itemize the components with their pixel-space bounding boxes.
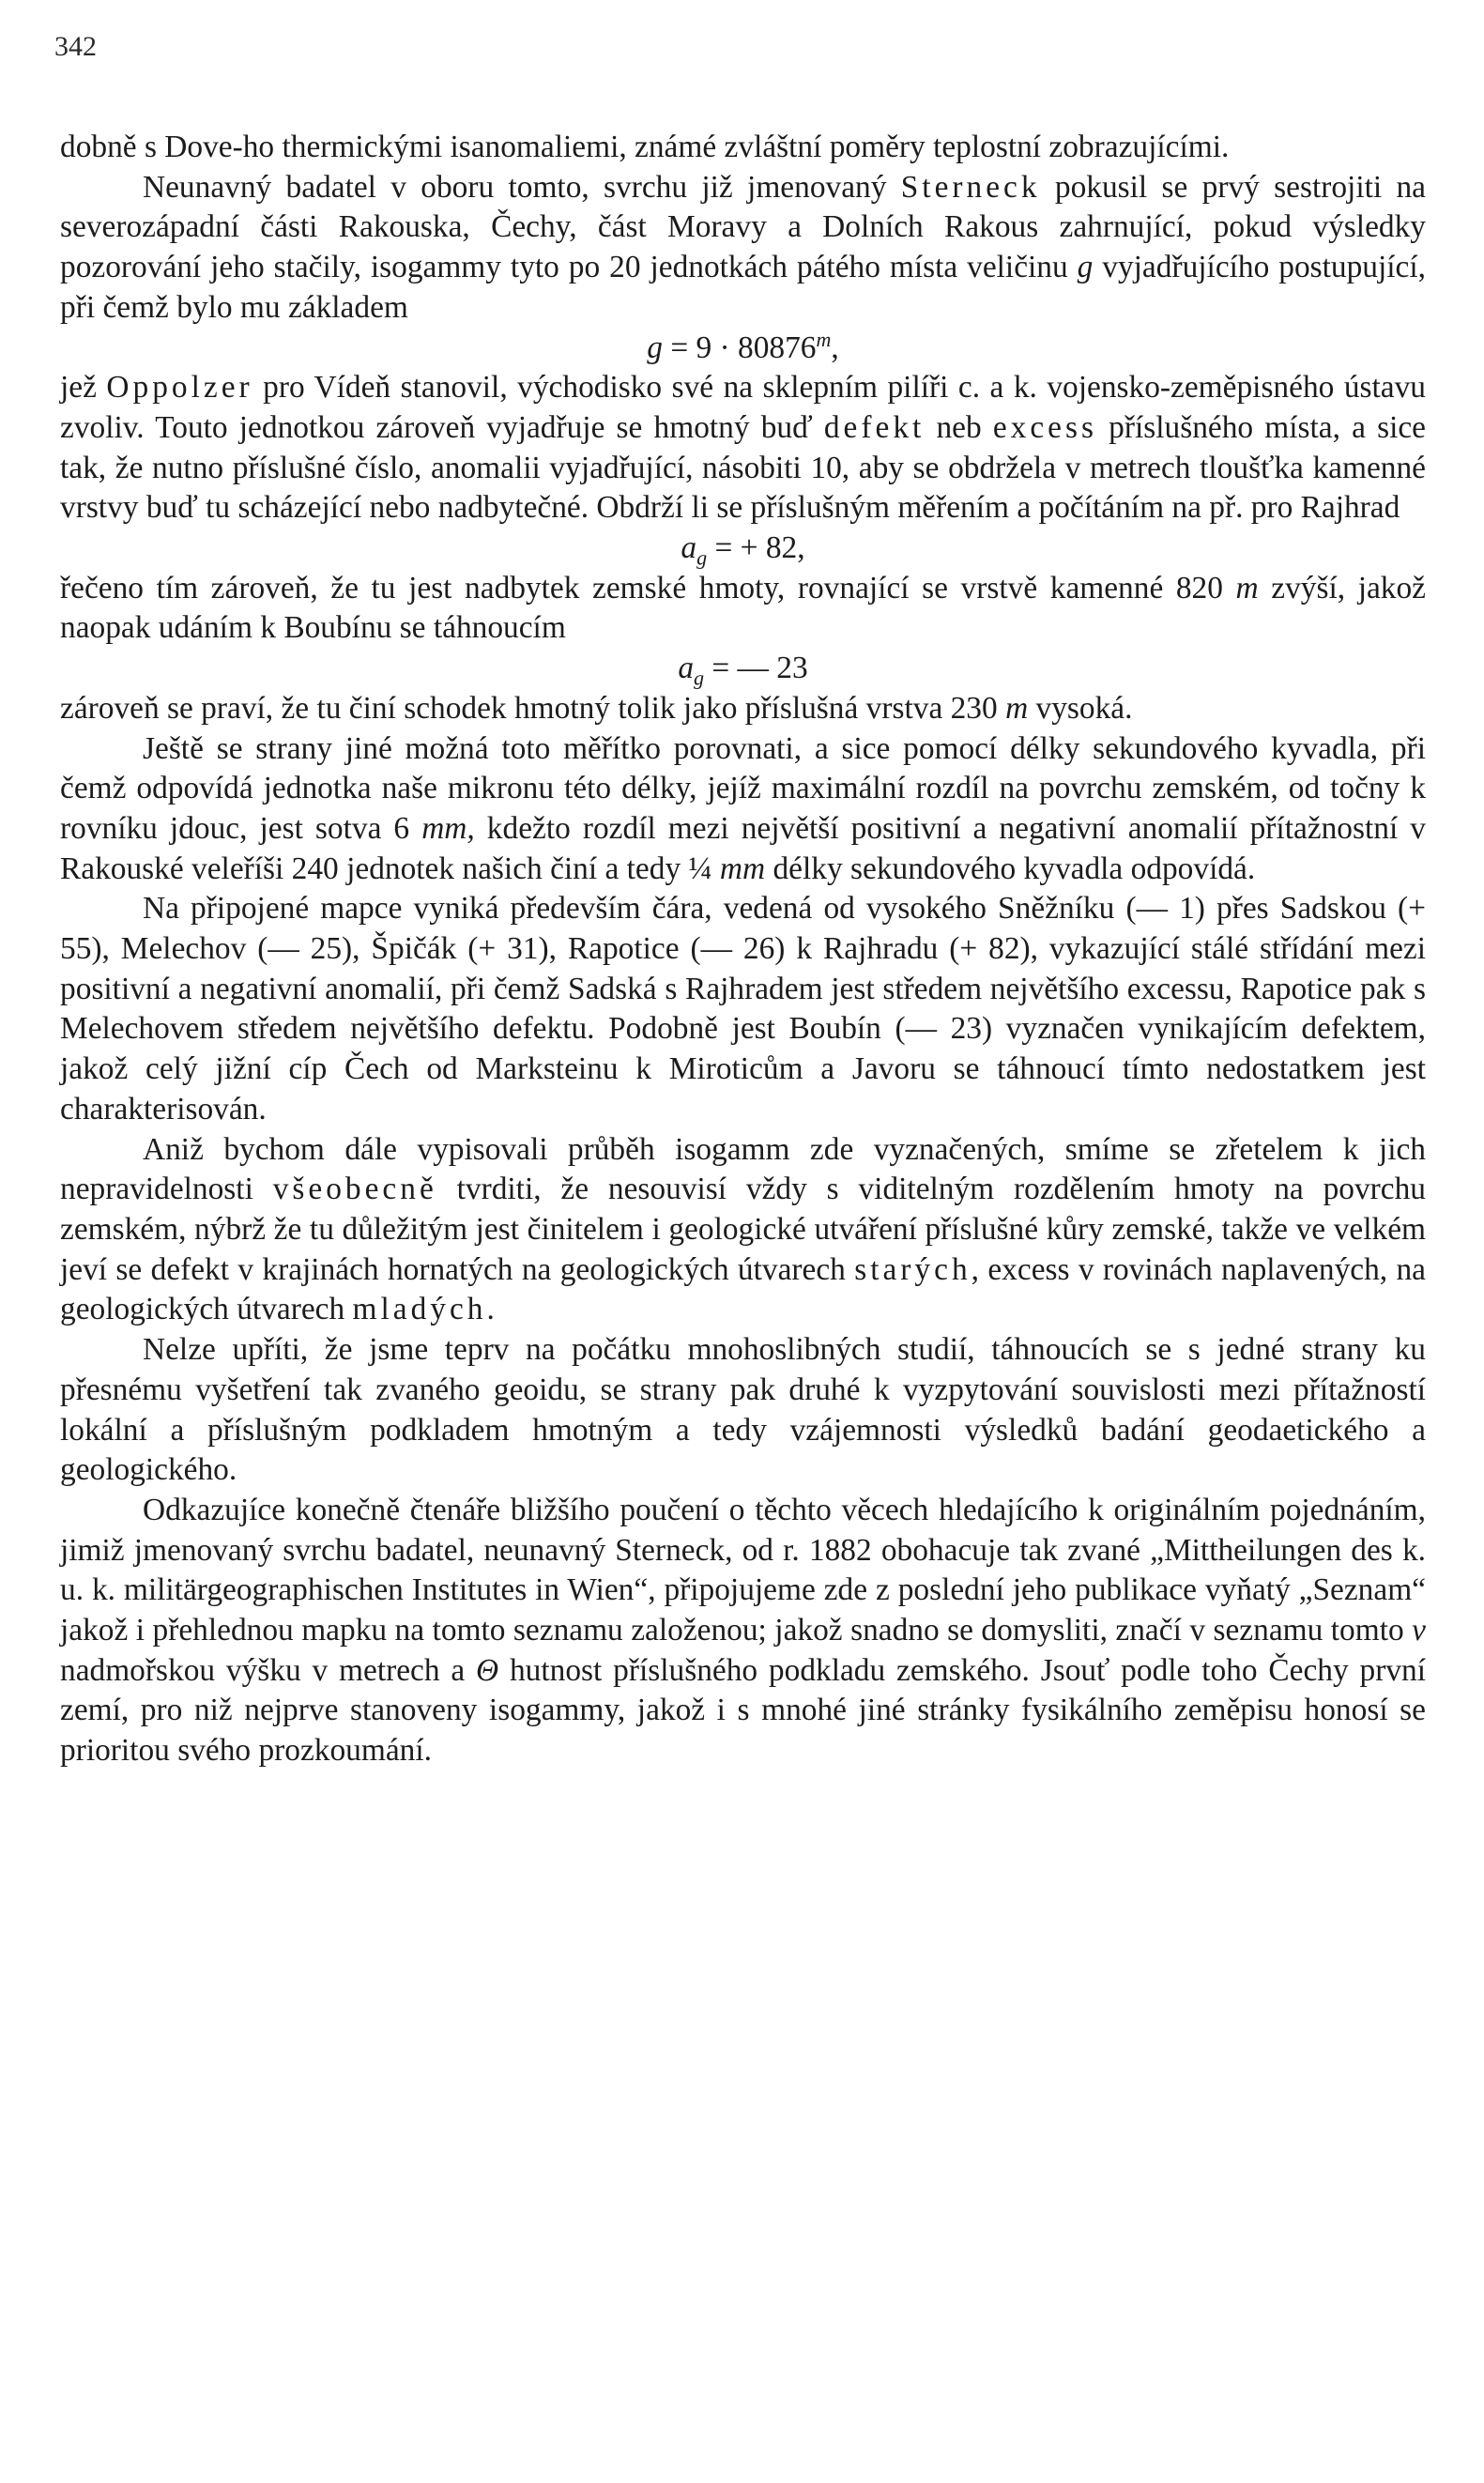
paragraph-schodek [60,689,1426,729]
name-sterneck: Sterneck [900,169,1041,205]
paragraph-sterneck [60,168,1426,329]
paragraph-oppolzer [60,368,1426,529]
text-run: kdežto rozdíl mezi největší positivní a negativní anomalií přítažnostní v Rakouské veleříši 240 jednotek našich činí a tedy ¼ [60,810,1426,886]
text-run: Neunavný badatel v oboru tomto, svrchu již jmenovaný [143,169,901,205]
text-run: pokusil se prvý sestrojiti na severozápadní části Rakouska, Čechy, část Moravy a Dolních Rakous zahrnující, pokud výsledky pozorování jeho stačily, isogammy tyto po 20 jednotkách pátého místa veličinu [60,169,1426,285]
text-run: jež [60,370,107,406]
term-vseobecne: všeobecně [272,1172,437,1207]
symbol-v: v [1412,1613,1426,1648]
text-run: délky sekundového kyvadla odpovídá. [765,851,1256,886]
text-run: Ještě se strany jiné možná toto měřítko porovnati, a sice pomocí délky sekundového kyvadla, při čemž odpovídá jednotka naše mikronu této délky, jejíž maximální rozdíl na povrchu zemském, od točny k rovníku jdouc, jest sotva 6 [60,730,1426,846]
text-run: vyjadřujícího postupující, při čemž bylo mu základem [60,250,1426,325]
term-defekt: defekt [823,409,926,445]
paragraph-kyvadlo [60,729,1426,890]
text-run: neb [925,409,993,445]
paragraph-studie: Nelze upříti, že jsme teprv na počátku mnohoslibných studií, táhnoucích se s jedné strany ku přesnému vyšetření tak zvaného geoidu, se strany pak druhé k vyzpytování souvislosti mezi přítažností lokální a příslušným podkladem hmotným a tedy vzájemnosti výsledků badání geodaetického a geologického. [60,1332,1426,1488]
page-number: 342 [54,31,97,62]
paragraph-continuation: dobně s Dove-ho thermickými isanomaliemi, známé zvláštní poměry teplostní zobrazujícími. [60,130,1230,164]
formula-g [60,329,1426,369]
paragraph-odkaz [60,1491,1426,1771]
text-run: vysoká. [1028,690,1133,726]
unit-mm: mm, [421,810,475,846]
symbol-g: g [1077,250,1094,285]
paragraph-mapka: Na připojené mapce vyniká především čára, vedená od vysokého Sněžníku (— 1) přes Sadskou (+ 55), Melechov (— 25), Špičák (+ 31), Rapotice (— 26) k Rajhradu (+ 82), vykazující stálé střídání mezi positivní a negativní anomalií, při čemž Sadská s Rajhradem jest středem největšího excessu, Rapotice pak s Melechovem středem největšího defektu. Podobně jest Boubín (— 23) vyznačen vynikajícím defektem, jakož celý jižní cíp Čech od Marksteinu k Miroticům a Javoru se táhnoucí tímto nedostatkem jest charakterisován. [60,891,1426,1127]
formula-unit: m [816,327,832,351]
formula-subscript: g [696,545,708,570]
term-excess: excess [992,409,1097,445]
symbol-theta: Θ [476,1652,499,1688]
text-run: Aniž bychom dále vypisovali průběh isogamm zde vyznačených, smíme se zřetelem k jich nepravidelnosti [60,1131,1426,1207]
formula-value: = 9 · 80876 [662,330,817,365]
text-run: . [486,1292,495,1327]
term-starych: starých [854,1251,971,1287]
paragraph-nadbytek [60,569,1426,649]
text-run: zvýší, jakož naopak udáním k Boubínu se táhnoucím [60,570,1426,646]
formula-subscript: g [694,666,705,690]
text-run: zároveň se praví, že tu činí schodek hmotný tolik jako příslušná vrstva 230 [60,690,1006,726]
formula-symbol: a [678,651,695,686]
article-text [60,128,1426,1771]
text-run: příslušného místa, a sice tak, že nutno příslušné číslo, anomalii vyjadřující, násobiti 10, aby se obdržela v metrech tloušťka kamenné vrstvy buď tu scházející nebo nadbytečné. Obdrží li se příslušným měřením a počítáním na př. pro Rajhrad [60,409,1426,526]
text-run: nadmořskou výšku v metrech a [60,1652,477,1688]
formula-symbol: a [681,530,697,566]
text-run: hutnost příslušného podkladu zemského. Jsouť podle toho Čechy první zemí, pro niž nejprve stanoveny isogammy, jakož i s mnohé jiné stránky fysikálního zeměpisu honosí se prioritou svého prozkoumání. [60,1652,1426,1769]
unit-mm: mm [719,851,766,886]
name-oppolzer: Oppolzer [106,370,253,406]
text-run: , excess v rovinách naplavených, na geologických útvarech [60,1251,1426,1327]
text-run: pro Vídeň stanovil, východisko své na sklepním pilíři c. a k. vojensko-zeměpisného ústavu zvoliv. Touto jednotkou zároveň vyjadřuje se hmotný buď [60,370,1426,445]
text-run: řečeno tím zároveň, že tu jest nadbytek zemské hmoty, rovnající se vrstvě kamenné 820 [60,570,1236,605]
formula-end: , [831,330,839,365]
formula-rajhrad [60,529,1426,569]
term-mladych: mladých [352,1292,487,1327]
formula-value: = — 23 [704,651,808,686]
formula-value: = + 82, [707,530,805,566]
text-run: tvrditi, že nesouvisí vždy s viditelným rozdělením hmoty na povrchu zemském, nýbrž že tu důležitým jest činitelem i geologické utváření příslušné kůry zemské, takže ve velkém jeví se defekt v krajinách hornatých na geologických útvarech [60,1172,1426,1287]
formula-symbol: g [647,330,663,365]
paragraph-isogammy [60,1130,1426,1331]
unit-m: m [1005,690,1029,726]
text-run: Odkazujíce konečně čtenáře bližšího poučení o těchto věcech hledajícího k originálním pojednáním, jimiž jmenovaný svrchu badatel, neunavný Sterneck, od r. 1882 obohacuje tak zvané „Mittheilungen des k. u. k. militärgeographischen Institutes in Wien“, připojujeme zde z poslední jeho publikace vyňatý „Seznam“ jakož i přehlednou mapku na tomto seznamu založenou; jakož snadno se domysliti, značí v seznamu tomto [60,1492,1426,1648]
formula-boubin [60,649,1426,689]
unit-m: m [1235,570,1259,605]
